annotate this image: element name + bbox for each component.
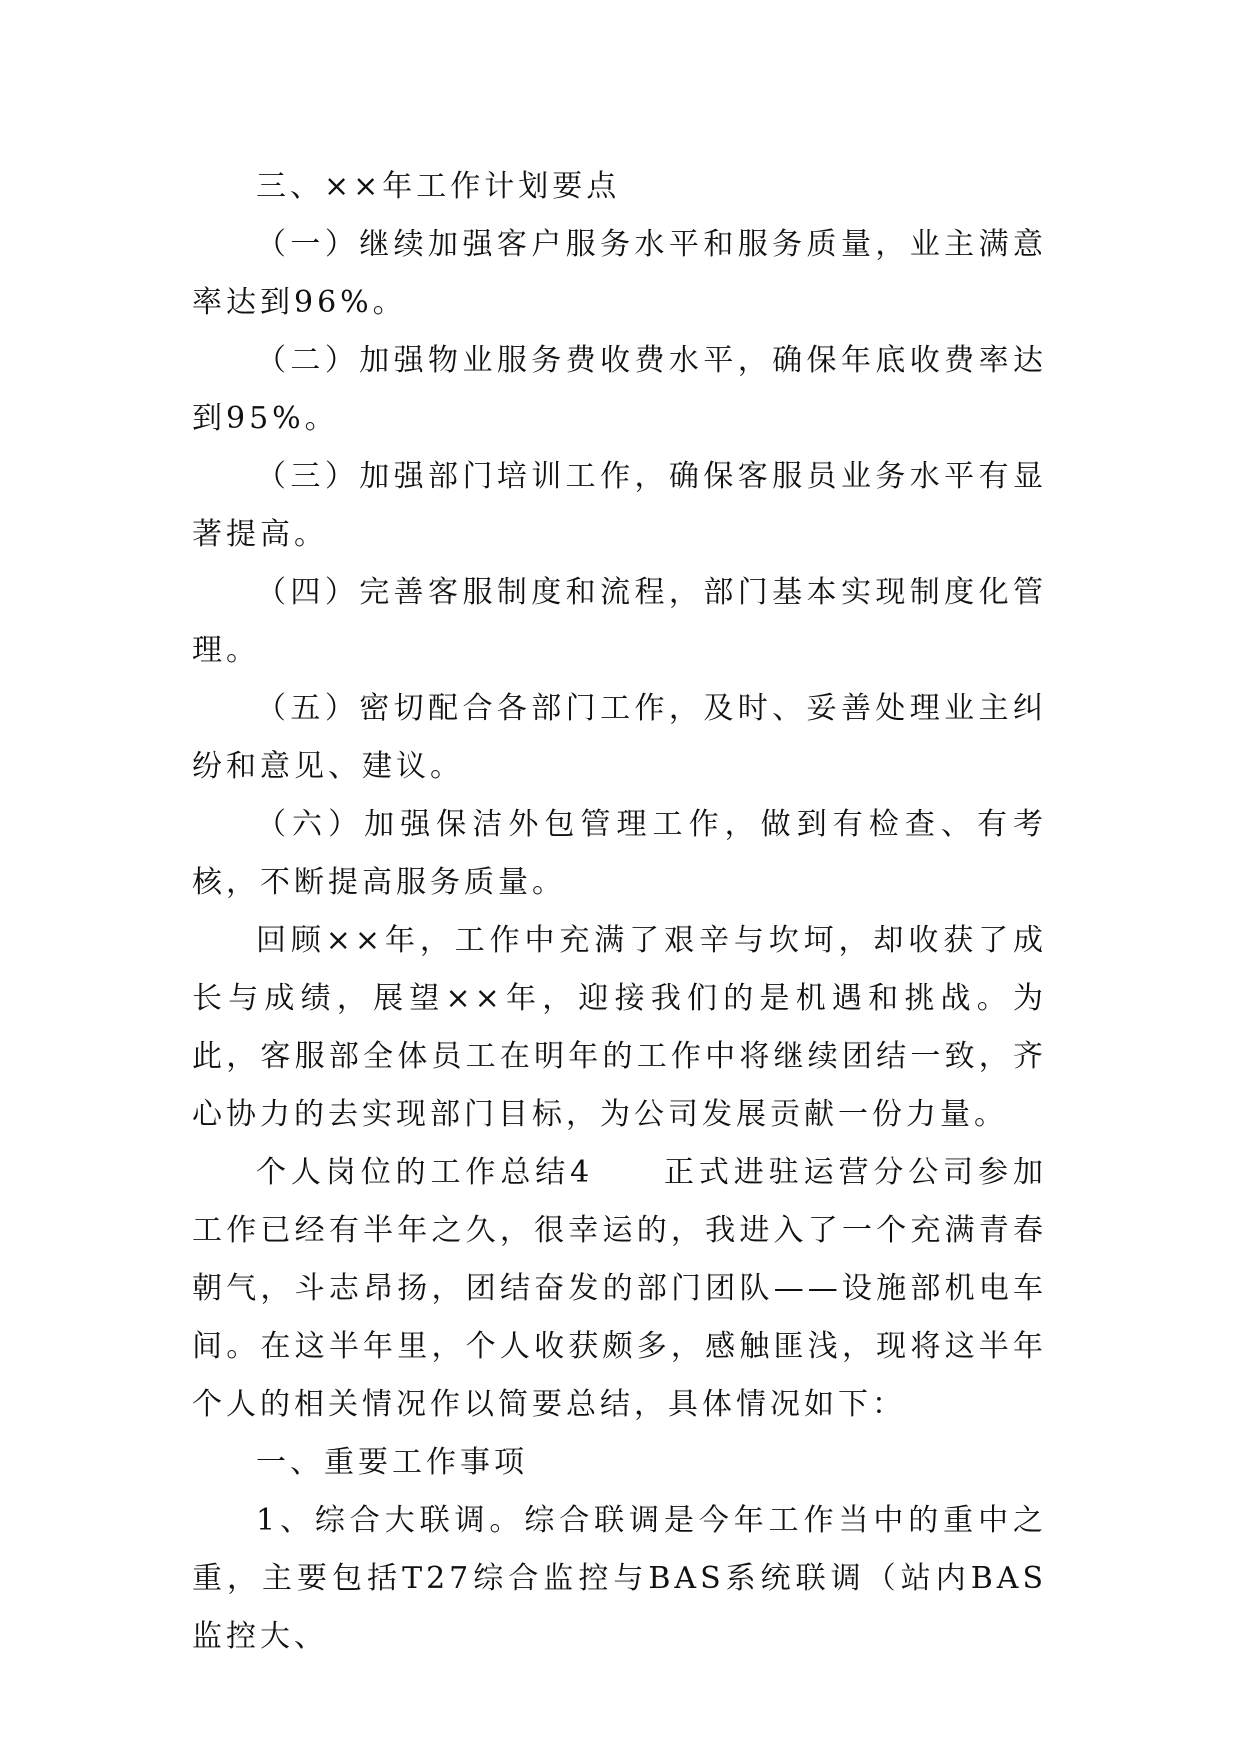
section-heading-key-tasks: 一、重要工作事项 (256, 1445, 528, 1480)
plan-item-1: （一）继续加强客户服务水平和服务质量，业主满意率达到96%。 (192, 227, 1047, 320)
section-heading-work-plan: 三、××年工作计划要点 (256, 169, 621, 204)
review-paragraph: 回顾××年，工作中充满了艰辛与坎坷，却收获了成长与成绩，展望××年，迎接我们的是机遇和挑战。为此，客服部全体员工在明年的工作中将继续团结一致，齐心协力的去实现部门目标，为公司发展贡献一份力量。 (192, 923, 1047, 1132)
plan-item-3: （三）加强部门培训工作，确保客服员业务水平有显著提高。 (192, 459, 1047, 552)
plan-item-6: （六）加强保洁外包管理工作，做到有检查、有考核，不断提高服务质量。 (192, 807, 1047, 900)
plan-item-2: （二）加强物业服务费收费水平，确保年底收费率达到95%。 (192, 343, 1047, 436)
document-body (192, 158, 1047, 1666)
key-task-1-paragraph: 1、综合大联调。综合联调是今年工作当中的重中之重，主要包括T27综合监控与BAS系统联调（站内BAS监控大、 (192, 1503, 1047, 1654)
plan-item-5: （五）密切配合各部门工作，及时、妥善处理业主纠纷和意见、建议。 (192, 691, 1047, 784)
summary-4-intro-paragraph: 个人岗位的工作总结4 正式进驻运营分公司参加工作已经有半年之久，很幸运的，我进入了一个充满青春朝气，斗志昂扬，团结奋发的部门团队——设施部机电车间。在这半年里，个人收获颇多，感触匪浅，现将这半年个人的相关情况作以简要总结，具体情况如下： (192, 1155, 1047, 1422)
plan-item-4: （四）完善客服制度和流程，部门基本实现制度化管理。 (192, 575, 1047, 668)
